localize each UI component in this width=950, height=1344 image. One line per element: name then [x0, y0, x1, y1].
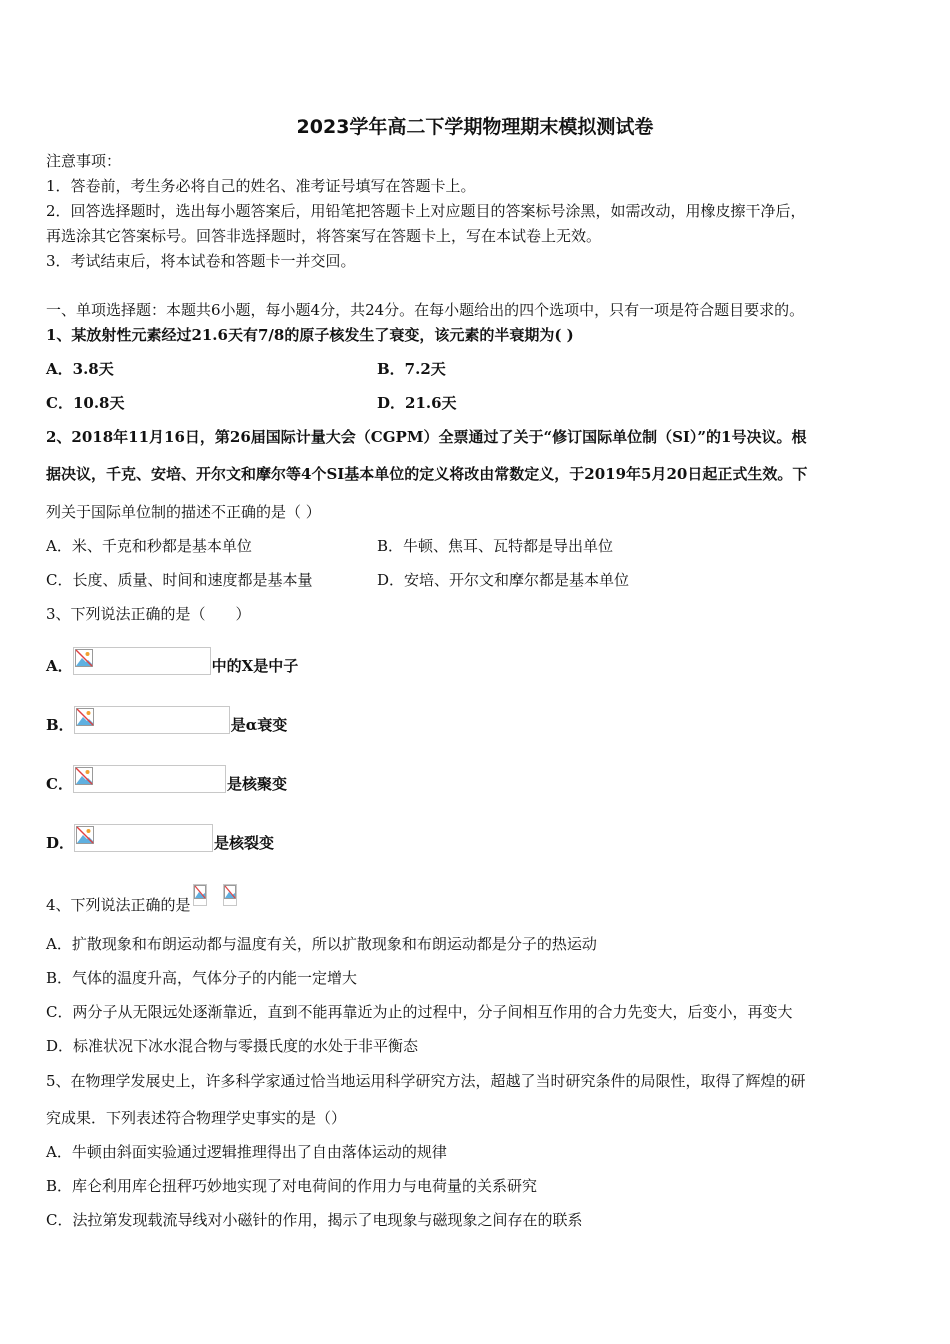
broken-image-icon — [224, 885, 236, 899]
option-text: 中的X是中子 — [211, 657, 299, 675]
section-heading: 一、单项选择题：本题共6小题，每小题4分，共24分。在每小题给出的四个选项中，只有一项是符合题目要求的。 — [46, 301, 805, 319]
notice-item: 2．回答选择题时，选出每小题答案后，用铅笔把答题卡上对应题目的答案标号涂黑，如需改动，用橡皮擦干净后， — [46, 202, 806, 220]
q5-option-b: B．库仑利用库仑扭秤巧妙地实现了对电荷间的作用力与电荷量的关系研究 — [46, 1177, 538, 1195]
question-4-text: 4、下列说法正确的是 — [46, 896, 191, 914]
q3-option-c — [46, 765, 287, 794]
question-2-stem: 列关于国际单位制的描述不正确的是（ ） — [46, 503, 321, 521]
q2-option-c: C．长度、质量、时间和速度都是基本量 — [46, 571, 313, 589]
question-4-stem — [46, 884, 237, 915]
formula-image-placeholder — [73, 765, 226, 793]
formula-image-placeholder — [74, 824, 213, 852]
question-3-stem: 3、下列说法正确的是（ ） — [46, 605, 251, 623]
q4-option-a: A．扩散现象和布朗运动都与温度有关，所以扩散现象和布朗运动都是分子的热运动 — [46, 935, 597, 953]
option-text: 是核裂变 — [214, 834, 275, 852]
q1-option-c: C．10.8天 — [46, 394, 125, 412]
q1-option-b: B．7.2天 — [377, 360, 446, 378]
broken-image-icon — [75, 767, 93, 785]
formula-image-placeholder — [193, 884, 207, 906]
option-text: 是核聚变 — [226, 775, 287, 793]
broken-image-icon — [76, 826, 94, 844]
notice-item: 再选涂其它答案标号。回答非选择题时，将答案写在答题卡上，写在本试卷上无效。 — [46, 227, 602, 245]
q4-option-b: B．气体的温度升高，气体分子的内能一定增大 — [46, 969, 358, 987]
q4-option-d: D．标准状况下冰水混合物与零摄氏度的水处于非平衡态 — [46, 1037, 419, 1055]
q1-option-d: D．21.6天 — [377, 394, 457, 412]
question-1-stem: 1、某放射性元素经过21.6天有7/8的原子核发生了衰变，该元素的半衰期为( ) — [46, 326, 574, 344]
option-letter: C． — [46, 775, 73, 793]
q3-option-a — [46, 647, 298, 676]
broken-image-icon — [75, 649, 93, 667]
q2-option-b: B．牛顿、焦耳、瓦特都是导出单位 — [377, 537, 614, 555]
formula-image-placeholder — [74, 706, 230, 734]
q3-option-d — [46, 824, 274, 853]
q4-option-c: C．两分子从无限远处逐渐靠近，直到不能再靠近为止的过程中，分子间相互作用的合力先变大，后变小，再变大 — [46, 1003, 793, 1021]
formula-image-placeholder — [223, 884, 237, 906]
broken-image-icon — [194, 885, 206, 899]
notice-item: 1．答卷前，考生务必将自己的姓名、准考证号填写在答题卡上。 — [46, 177, 476, 195]
option-letter: D． — [46, 834, 75, 852]
option-text: 是α衰变 — [230, 716, 288, 734]
question-2-stem: 据决议，千克、安培、开尔文和摩尔等4个SI基本单位的定义将改由常数定义，于2019年5月20日起正式生效。下 — [46, 465, 808, 483]
q5-option-c: C．法拉第发现载流导线对小磁针的作用，揭示了电现象与磁现象之间存在的联系 — [46, 1211, 583, 1229]
question-2-stem: 2、2018年11月16日，第26届国际计量大会（CGPM）全票通过了关于“修订国际单位制（SI）”的1号决议。根 — [46, 428, 807, 446]
page-title: 2023学年高二下学期物理期末模拟测试卷 — [296, 116, 654, 138]
q5-option-a: A．牛顿由斜面实验通过逻辑推理得出了自由落体运动的规律 — [46, 1143, 447, 1161]
question-5-stem: 5、在物理学发展史上，许多科学家通过恰当地运用科学研究方法，超越了当时研究条件的局限性，取得了辉煌的研 — [46, 1072, 806, 1090]
formula-image-placeholder — [73, 647, 211, 675]
notice-heading: 注意事项： — [46, 152, 122, 170]
broken-image-icon — [76, 708, 94, 726]
q2-option-d: D．安培、开尔文和摩尔都是基本单位 — [377, 571, 630, 589]
question-5-stem: 究成果．下列表述符合物理学史事实的是（） — [46, 1109, 347, 1127]
q3-option-b — [46, 706, 287, 735]
q2-option-a: A．米、千克和秒都是基本单位 — [46, 537, 252, 555]
notice-item: 3．考试结束后，将本试卷和答题卡一并交回。 — [46, 252, 356, 270]
option-letter: A． — [46, 657, 73, 675]
option-letter: B． — [46, 716, 74, 734]
q1-option-a: A．3.8天 — [46, 360, 114, 378]
